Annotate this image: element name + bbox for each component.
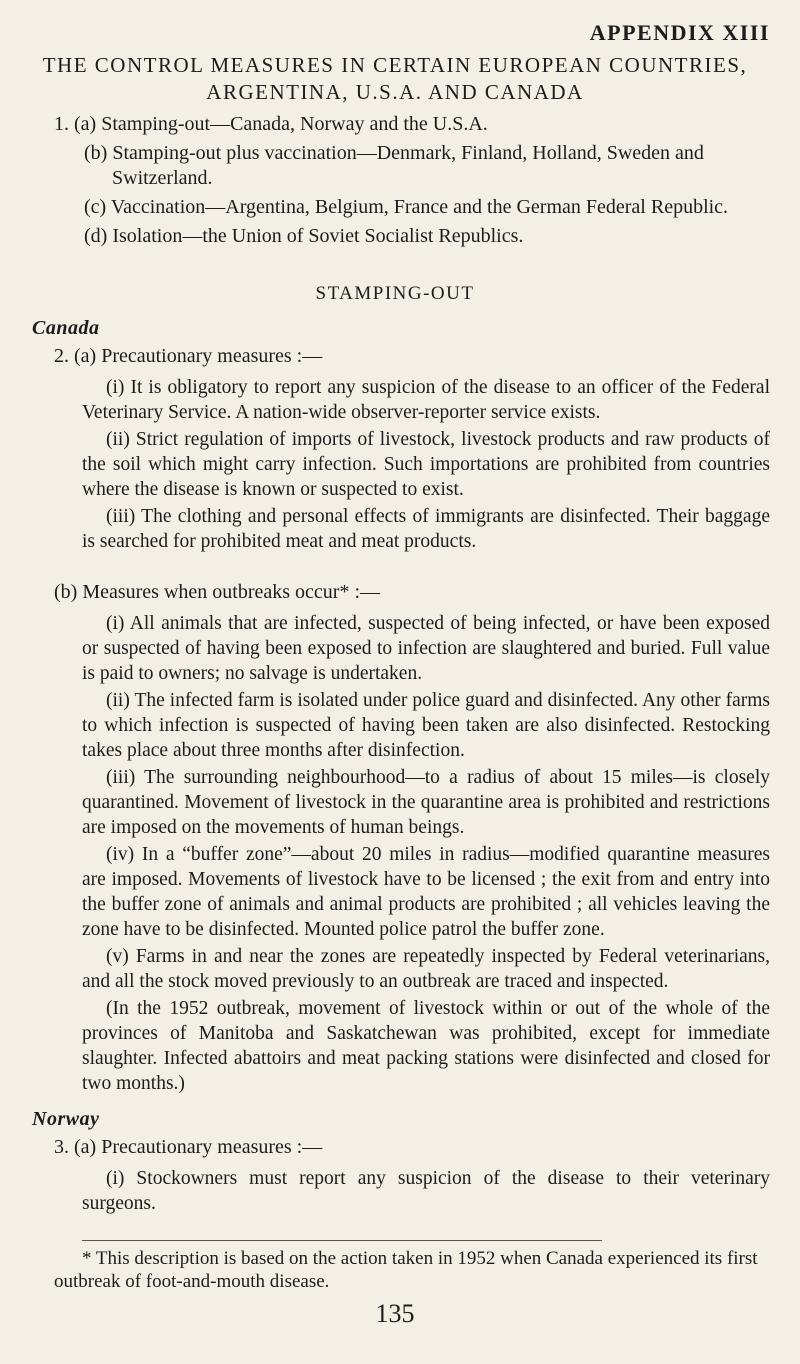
footnote: * This description is based on the action taken in 1952 when Canada experienced its first outbreak of foot-and-mouth disease. xyxy=(54,1248,758,1292)
page-number: 135 xyxy=(375,1299,415,1328)
measure-text: Stamping-out plus vaccination—Denmark, Finland, Holland, Sweden and Switzerland. xyxy=(112,142,704,189)
measure-text: Isolation—the Union of Soviet Socialist Republics. xyxy=(112,225,524,247)
canada-outbreak-heading: (b) Measures when outbreaks occur* :— xyxy=(54,581,381,603)
canada-b-item-5: (v) Farms in and near the zones are repeatedly inspected by Federal veterinarians, and all the stock moved previously to an outbreak are traced and inspected. xyxy=(82,946,770,992)
measure-letter: (c) xyxy=(84,196,107,218)
measure-letter: (d) xyxy=(84,225,108,247)
measure-item-d xyxy=(20,224,770,249)
measure-number: 1. xyxy=(54,113,69,135)
title-line-1: THE CONTROL MEASURES IN CERTAIN EUROPEAN COUNTRIES, xyxy=(42,53,748,77)
measures-list xyxy=(20,112,770,249)
appendix-label: APPENDIX XIII xyxy=(589,20,770,45)
canada-a-item-1: (i) It is obligatory to report any suspicion of the disease to an officer of the Federal Veterinary Service. A nation-wide observer-reporter service exists. xyxy=(82,377,770,423)
canada-b-item-2: (ii) The infected farm is isolated under police guard and disinfected. Any other farms to which infection is suspected of having been taken are also disinfected. Restocking takes place about three months after disinfection. xyxy=(82,690,770,761)
measure-letter: (b) xyxy=(84,142,108,164)
measure-letter: (a) xyxy=(74,113,97,135)
canada-a-item-3: (iii) The clothing and personal effects of immigrants are disinfected. Their baggage is searched for prohibited meat and meat products. xyxy=(82,506,770,552)
canada-b-note: (In the 1952 outbreak, movement of livestock within or out of the whole of the provinces of Manitoba and Saskatchewan was prohibited, except for immediate slaughter. Infected abattoirs and meat packing stations were disinfected and closed for two months.) xyxy=(82,998,770,1094)
title-line-2: ARGENTINA, U.S.A. AND CANADA xyxy=(206,80,584,104)
canada-a-item-2: (ii) Strict regulation of imports of livestock, livestock products and raw products of the soil which might carry infection. Such importations are prohibited from countries where the disease is known or suspected to exist. xyxy=(82,429,770,500)
measure-item-a xyxy=(20,112,770,137)
canada-precautionary-heading: 2. (a) Precautionary measures :— xyxy=(54,345,323,367)
measure-text: Vaccination—Argentina, Belgium, France and the German Federal Republic. xyxy=(110,196,729,218)
page-title xyxy=(20,52,770,106)
section-heading: STAMPING-OUT xyxy=(315,283,475,304)
measure-text: Stamping-out—Canada, Norway and the U.S.A. xyxy=(101,113,488,135)
norway-precautionary-heading: 3. (a) Precautionary measures :— xyxy=(54,1136,323,1158)
footnote-divider xyxy=(82,1240,602,1241)
norway-heading: Norway xyxy=(32,1108,100,1130)
norway-a-item-1: (i) Stockowners must report any suspicion of the disease to their veterinary surgeons. xyxy=(82,1168,770,1214)
spacer xyxy=(20,556,770,580)
canada-heading: Canada xyxy=(32,317,100,339)
canada-b-item-1: (i) All animals that are infected, suspected of being infected, or have been exposed or suspected of having been exposed to infection are slaughtered and buried. Full value is paid to owners; no salvage is undertaken. xyxy=(82,613,770,684)
canada-b-item-4: (iv) In a “buffer zone”—about 20 miles in radius—modified quarantine measures are imposed. Movements of livestock have to be licensed ; the exit from and entry into the buffer zone of animals and animal products are prohibited ; all vehicles leaving the zone have to be disinfected. Mounted police patrol the buffer zone. xyxy=(82,844,770,940)
measure-item-c xyxy=(20,195,770,220)
canada-b-item-3: (iii) The surrounding neighbourhood—to a radius of about 15 miles—is closely quarantined. Movement of livestock in the quarantine area is prohibited and restrictions are imposed on the movements of human beings. xyxy=(82,767,770,838)
measure-item-b xyxy=(20,141,770,191)
